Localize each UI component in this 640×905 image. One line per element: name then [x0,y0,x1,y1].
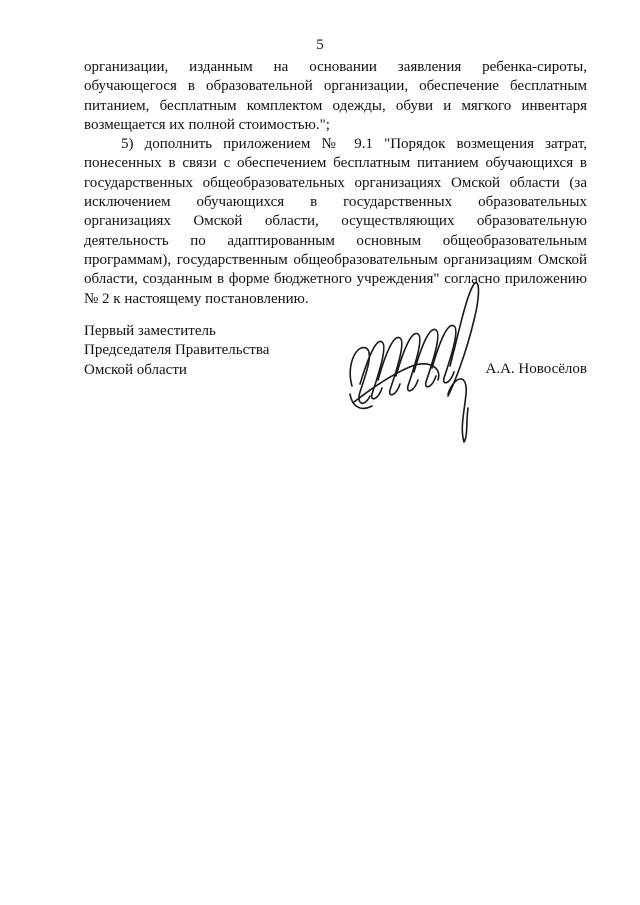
signer-title-line: Первый заместитель [84,323,216,339]
paragraph-continuation: организации, изданным на основании заявления ребенка-сироты, обучающегося в образовательной организации, обеспечение бесплатным питанием, бесплатным комплектом одежды, обуви и мягкого инвентаря возмещается их полной стоимостью."; [84,59,587,133]
handwritten-signature-icon [342,276,492,446]
page-number: 5 [316,37,324,53]
paragraph-item-5: 5) дополнить приложением № 9.1 "Порядок возмещения затрат, понесенных в связи с обеспечением бесплатным питанием обучающихся в государственных общеобразовательных организациях Омской области (за исключением обучающихся в государственных образовательных организациях Омской области, осуществляющих образовательную деятельность по адаптированным основным общеобразовательным программам), государственным общеобразовательным организациям Омской области, созданным в форме бюджетного учреждения" согласно приложению № 2 к настоящему постановлению. [84,136,587,307]
signer-title-line: Председателя Правительства [84,342,270,359]
signer-title-line: Омской области [84,361,187,378]
signer-name: А.А. Новосёлов [485,361,587,377]
document-body [84,58,587,309]
signature-block [84,322,587,452]
signer-title [84,322,269,380]
